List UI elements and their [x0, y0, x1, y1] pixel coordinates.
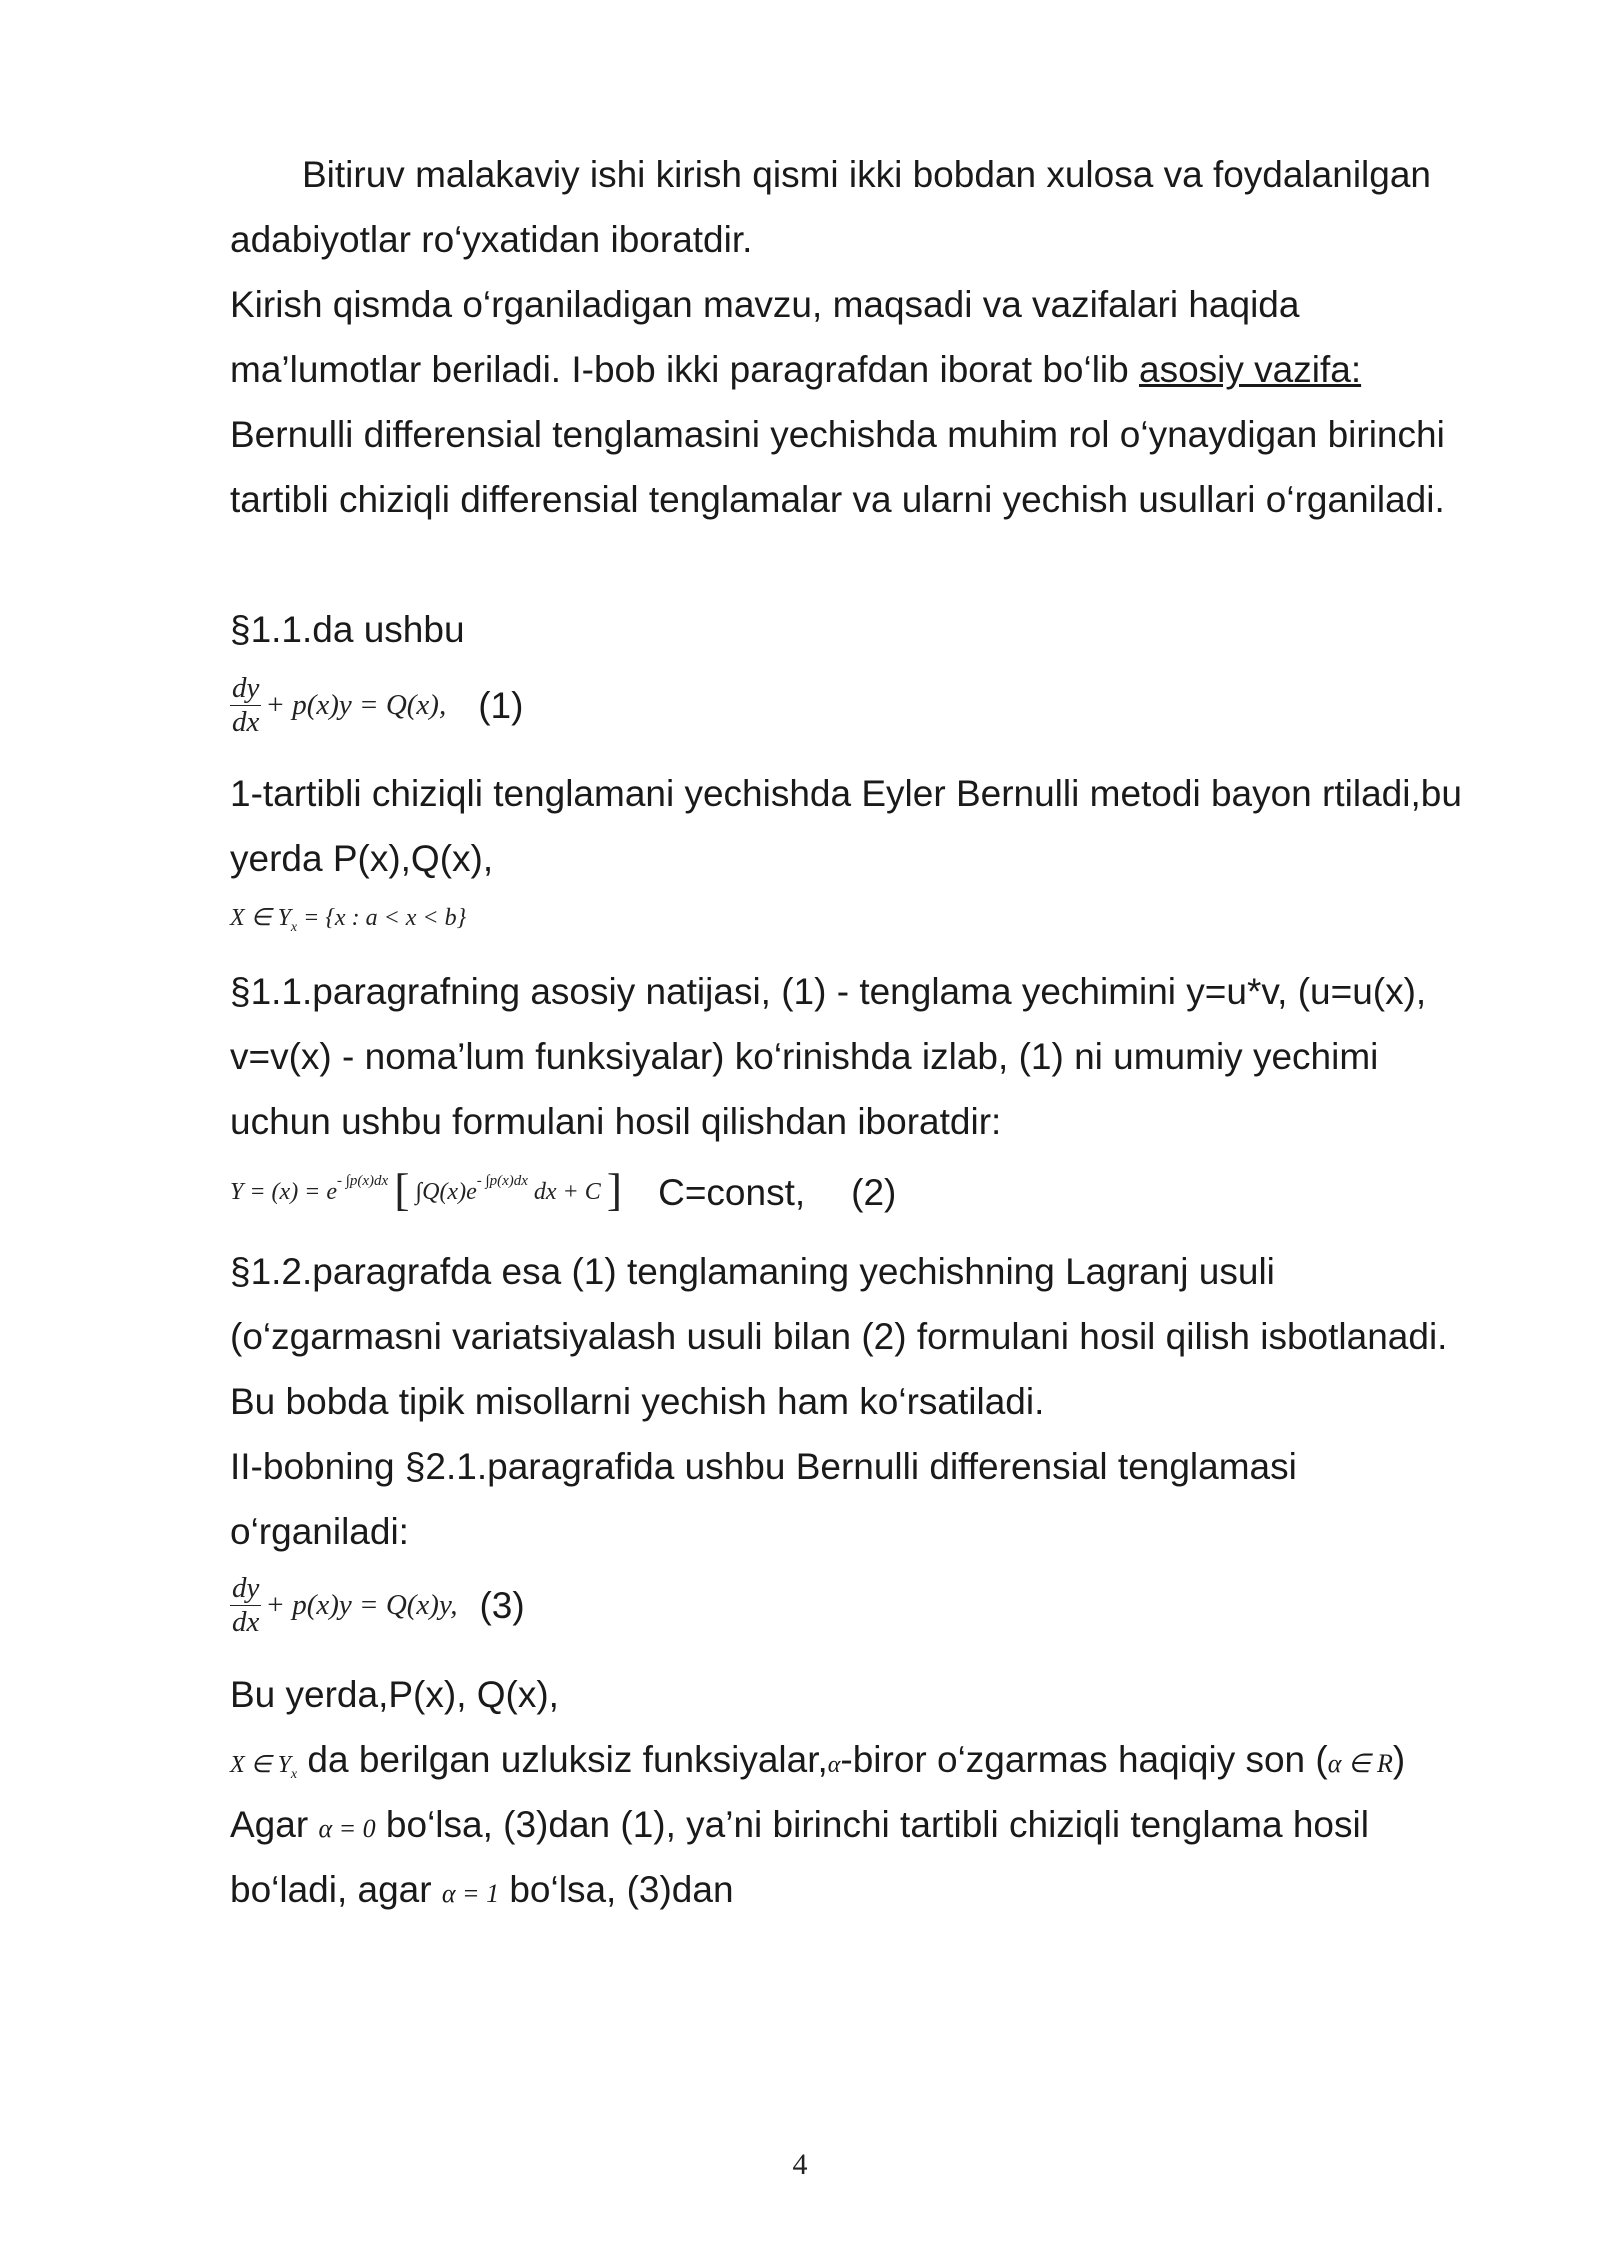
set2-lhs: X ∈ Y: [230, 1752, 291, 1778]
equation-2-label: (2): [851, 1172, 897, 1214]
alpha-in-r: α ∈ R: [1327, 1749, 1393, 1778]
paragraph-agar-line-1: [230, 1803, 1369, 1847]
equation-1-label: (1): [478, 684, 524, 726]
equation-3: [230, 1572, 525, 1640]
paragraph-agar-line-2: [230, 1868, 734, 1912]
section-1-1-heading: §1.1.da ushbu: [230, 609, 465, 650]
paragraph-s12-line-1: §1.2.paragrafda esa (1) tenglamaning yechishning Lagranj usuli: [230, 1251, 1275, 1292]
alpha-equals-zero: α = 0: [318, 1814, 376, 1843]
set-rhs: = {x : a < x < b}: [303, 905, 467, 931]
paragraph-result-line-2: v=v(x) - noma’lum funksiyalar) ko‘rinishda izlab, (1) ni umumiy yechimi: [230, 1036, 1379, 1077]
left-bracket: [: [394, 1164, 410, 1215]
underlined-phrase: asosiy vazifa:: [1139, 349, 1362, 390]
paragraph-s12-line-3: Bu bobda tipik misollarni yechish ham ko‘rsatiladi.: [230, 1381, 1045, 1422]
alpha-equals-one: α = 1: [441, 1879, 500, 1908]
paragraph-s12-line-2: (o‘zgarmasni variatsiyalash usuli bilan (2) formulani hosil qilish isbotlanadi.: [230, 1316, 1448, 1357]
alpha-symbol: α: [827, 1752, 841, 1778]
paragraph-result-line-3: uchun ushbu formulani hosil qilishdan iboratdir:: [230, 1101, 1002, 1142]
eq2-tail: dx + C: [533, 1179, 601, 1205]
agar-text: Agar: [230, 1804, 319, 1845]
right-bracket: ]: [606, 1164, 623, 1215]
fraction-numerator: dy: [230, 672, 261, 706]
eq2-exponent-2: - ∫p(x)dx: [476, 1173, 528, 1189]
set-formula-inline: [230, 1752, 298, 1782]
fraction-denominator: dx: [232, 706, 260, 739]
fraction-denominator: dx: [232, 1606, 260, 1639]
paragraph-intro-line-1: Bitiruv malakaviy ishi kirish qismi ikki bobdan xulosa va foydalanilgan: [302, 154, 1432, 195]
equation-3-body: + p(x)y = Q(x)y,: [265, 1589, 458, 1622]
eq2-lhs: Y = (x) = e: [230, 1179, 338, 1205]
paragraph-kirish-line-1: Kirish qismda o‘rganiladigan mavzu, maqsadi va vazifalari haqida: [230, 284, 1300, 325]
eq2-exponent-1: - ∫p(x)dx: [337, 1173, 389, 1189]
derivative-fraction: [230, 1572, 261, 1640]
paragraph-ch2-line-1: II-bobning §2.1.paragrafida ushbu Bernulli differensial tenglamasi: [230, 1446, 1297, 1487]
set-lhs: X ∈ Y: [230, 905, 291, 931]
equation-3-label: (3): [479, 1584, 525, 1626]
paragraph-kirish-line-4: tartibli chiziqli differensial tenglamalar va ularni yechish usullari o‘rganiladi.: [230, 479, 1445, 520]
paragraph-ch2-line-2: o‘rganiladi:: [230, 1511, 409, 1552]
set-subscript: x: [290, 920, 298, 935]
paragraph-kirish-line-2: [230, 348, 1361, 392]
closing-paren: ): [1392, 1739, 1406, 1780]
equation-1: [230, 672, 523, 740]
paragraph-continuous-line: [230, 1738, 1405, 1784]
derivative-fraction: [230, 672, 261, 740]
paragraph-eyler-line-2: yerda P(x),Q(x),: [230, 838, 494, 879]
domain-set-formula: [230, 903, 466, 936]
eq2-const-note: C=const,: [658, 1172, 806, 1214]
paragraph-bu-yerda: Bu yerda,P(x), Q(x),: [230, 1674, 559, 1715]
set2-subscript: x: [290, 1767, 298, 1782]
agar-rest: bo‘lsa, (3)dan (1), ya’ni birinchi tartibli chiziqli tenglama hosil: [375, 1804, 1369, 1845]
equation-2: [230, 1163, 896, 1216]
paragraph-intro-line-2: adabiyotlar ro‘yxatidan iboratdir.: [230, 219, 753, 260]
agar2-rest: bo‘lsa, (3)dan: [499, 1869, 734, 1910]
paragraph-eyler-line-1: 1-tartibli chiziqli tenglamani yechishda Eyler Bernulli metodi bayon rtiladi,bu: [230, 773, 1462, 814]
equation-1-body: + p(x)y = Q(x),: [265, 689, 447, 722]
agar2-text: bo‘ladi, agar: [230, 1869, 442, 1910]
constant-text: -biror o‘zgarmas haqiqiy son (: [840, 1739, 1328, 1780]
continuous-text: da berilgan uzluksiz funksiyalar,: [297, 1739, 828, 1780]
paragraph-kirish-line-3: Bernulli differensial tenglamasini yechishda muhim rol o‘ynaydigan birinchi: [230, 414, 1445, 455]
kirish-text: ma’lumotlar beriladi. I-bob ikki paragrafdan iborat bo‘lib: [230, 349, 1140, 390]
eq2-integral: ∫Q(x)e: [415, 1179, 477, 1205]
paragraph-result-line-1: §1.1.paragrafning asosiy natijasi, (1) - tenglama yechimini y=u*v, (u=u(x),: [230, 971, 1427, 1012]
page-number: 4: [792, 2148, 808, 2181]
fraction-numerator: dy: [230, 1572, 261, 1606]
